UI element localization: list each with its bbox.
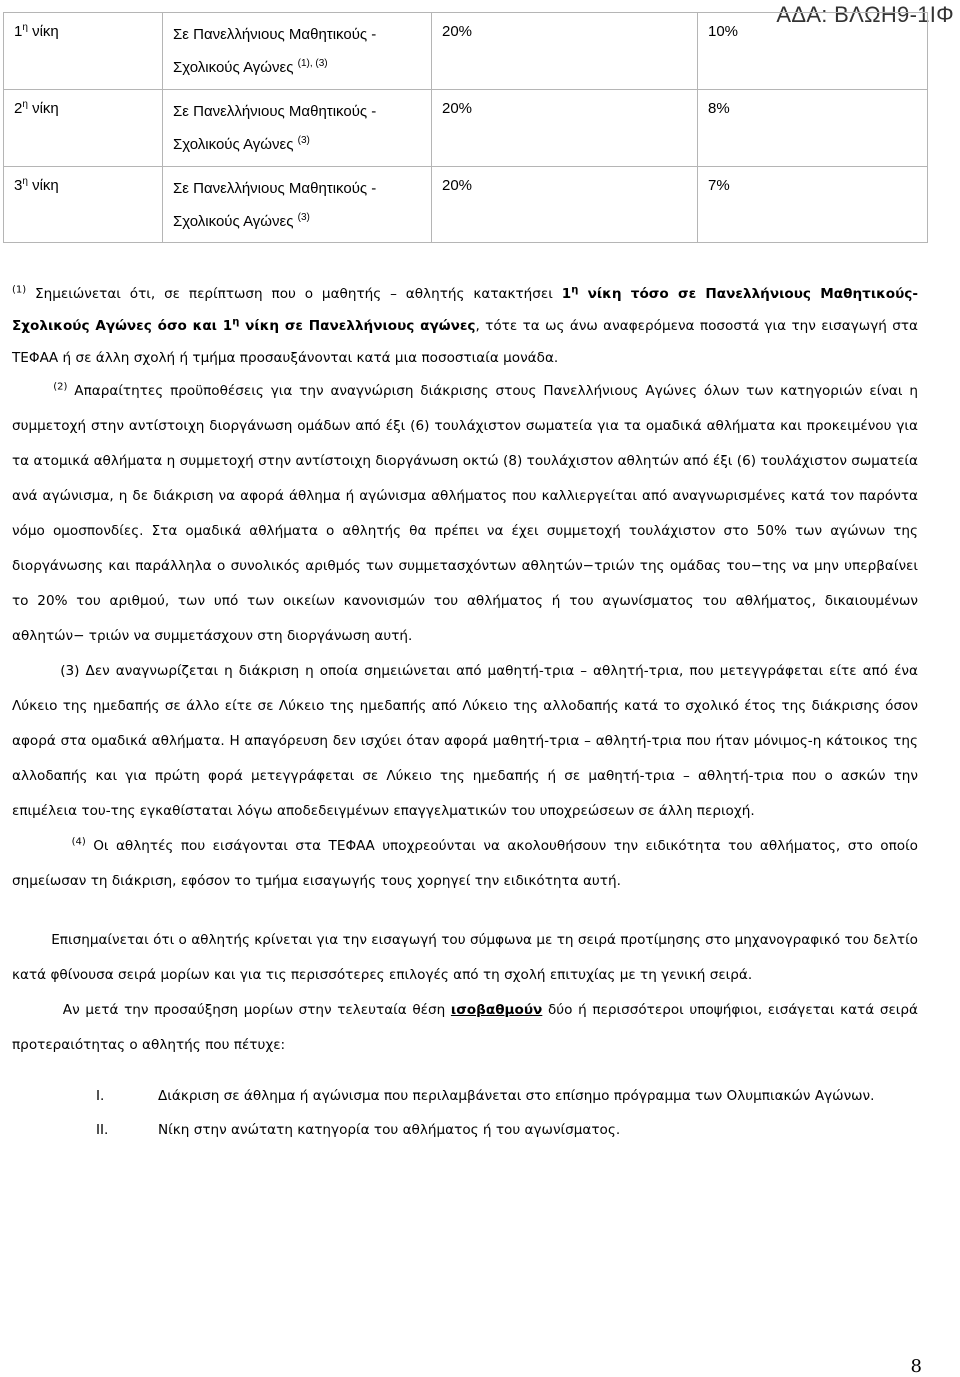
footnote-2: $^{(2)}$ Απαραίτητες προϋποθέσεις για την αναγνώριση διάκρισης στους Πανελλήνιους Αγώνες όλων των κατηγοριών είναι η συμμετοχή στην αντίστοιχη διοργάνωση ομάδων από έξι (6) τουλάχιστον σωματεία για τα ομαδικά αθλήματα και προκειμένου για τα ατομικά αθλήματα η συμμετοχή στην αντίστοιχη διοργάνωση οκτώ (8) τουλάχιστον αθλητών από έξι (6) τουλάχιστον σωματεία ανά αγώνισμα, η δε διάκριση να αφορά άθλημα ή αγώνισμα αθλήματος που καλλιεργείται από αναγνωρισμένες κατά τον παρόντα νόμο ομοσπονδίες. Στα ομαδικά αθλήματα ο αθλητής θα πρέπει να έχει συμμετοχή τουλάχιστον στο 50% των αγώνων της διοργάνωσης και παράλληλα ο συνολικός αριθμός των συμμετασχόντων αθλητών−τριών της ομάδας του−της να μην υπερβαίνει το 20% του αριθμού, των υπό των οικείων κανονισμών του αθλήματος ή του αγωνίσματος του αθλήματος, δικαιουμένων αθλητών− τριών να συμμετάσχουν στη διοργάνωση αυτή.	[12, 381, 918, 644]
bonus-cell: 10%	[698, 13, 928, 90]
page-number: 8	[910, 1356, 922, 1377]
percentage-cell: 20%	[432, 167, 698, 243]
bonus-cell: 7%	[698, 167, 928, 243]
percentage-cell: 20%	[432, 90, 698, 167]
list-item: II. Νίκη στην ανώτατη κατηγορία του αθλήματος ή του αγωνίσματος.	[96, 1122, 621, 1138]
paragraph-selection-order: Επισημαίνεται ότι ο αθλητής κρίνεται για την εισαγωγή του σύμφωνα με τη σειρά προτίμησης στο μηχανογραφικό του δελτίο κατά φθίνουσα σειρά μορίων και για τις περισσότερες επιλογές από τη σχολή επιτυχίας με τη γενική σειρά.	[12, 932, 918, 983]
underlined-term: ισοβαθμούν	[450, 1002, 543, 1018]
document-body	[12, 278, 918, 1153]
bonus-cell: 8%	[698, 90, 928, 167]
priority-list	[12, 1085, 918, 1141]
footnote-1: $^{(1)}$ Σημειώνεται ότι, σε περίπτωση που ο μαθητής – αθλητής κατακτήσει $1^\eta$ νίκη τόσο σε Πανελλήνιους Μαθητικούς- Σχολικούς Αγώνες όσο και $1^\eta$ νίκη σε Πανελλήνιους αγώνες, τότε τα ως άνω αναφερόμενα ποσοστά για την εισαγωγή στα ΤΕΦΑΑ ή σε άλλη σχολή ή τμήμα προσαυξάνονται κατά μια ποσοστιαία μονάδα.	[12, 284, 918, 366]
table-row	[4, 90, 928, 167]
awards-table	[3, 12, 928, 243]
table-row	[4, 167, 928, 243]
placement-cell: $2^\eta$ νίκη	[4, 90, 163, 167]
competition-cell: Σε Πανελλήνιους Μαθητικούς - Σχολικούς Αγώνες $^{(1), (3)}$	[163, 13, 432, 90]
list-item: I. Διάκριση σε άθλημα ή αγώνισμα που περιλαμβάνεται στο επίσημο πρόγραμμα των Ολυμπιακών Αγώνων.	[96, 1088, 875, 1104]
paragraph-tie-break: Αν μετά την προσαύξηση μορίων στην τελευταία θέση ισοβαθμούν δύο ή περισσότεροι υποψήφιοι, εισάγεται κατά σειρά προτεραιότητας ο αθλητής που πέτυχε:	[12, 1002, 918, 1053]
percentage-cell: 20%	[432, 13, 698, 90]
placement-cell: $3^\eta$ νίκη	[4, 167, 163, 243]
table-row	[4, 13, 928, 90]
competition-cell: Σε Πανελλήνιους Μαθητικούς - Σχολικούς Αγώνες $^{(3)}$	[163, 167, 432, 243]
competition-cell: Σε Πανελλήνιους Μαθητικούς - Σχολικούς Αγώνες $^{(3)}$	[163, 90, 432, 167]
placement-cell: $1^\eta$ νίκη	[4, 13, 163, 90]
footnote-4: $^{(4)}$ Οι αθλητές που εισάγονται στα ΤΕΦΑΑ υποχρεούνται να ακολουθήσουν την ειδικότητα του αθλήματος, στο οποίο σημείωσαν τη διάκριση, εφόσον το τμήμα εισαγωγής τους χορηγεί την ειδικότητα αυτή.	[12, 836, 918, 889]
footnote-3: (3) Δεν αναγνωρίζεται η διάκριση η οποία σημειώνεται από μαθητή-τρια – αθλητή-τρια, που μετεγγράφεται είτε από ένα Λύκειο της ημεδαπής σε άλλο είτε σε Λύκειο της ημεδαπής από Λύκειο της αλλοδαπής κατά το σχολικό έτος της διάκρισης όσον αφορά στα ομαδικά αθλήματα. Η απαγόρευση δεν ισχύει όταν αφορά μαθητή-τρια – αθλητή-τρια που ήταν μόνιμος-η κάτοικος της αλλοδαπής και για πρώτη φορά μετεγγράφεται σε Λύκειο της ημεδαπής ή σε μαθητή-τρια – αθλητή-τρια που ο ασκών την επιμέλεια του-της εγκαθίσταται λόγω αποδεδειγμένων επαγγελματικών του υποχρεώσεων σε άλλη περιοχή.	[12, 663, 918, 819]
ada-code: ΑΔΑ: ΒΛΩΗ9-1ΙΦ	[776, 2, 954, 27]
